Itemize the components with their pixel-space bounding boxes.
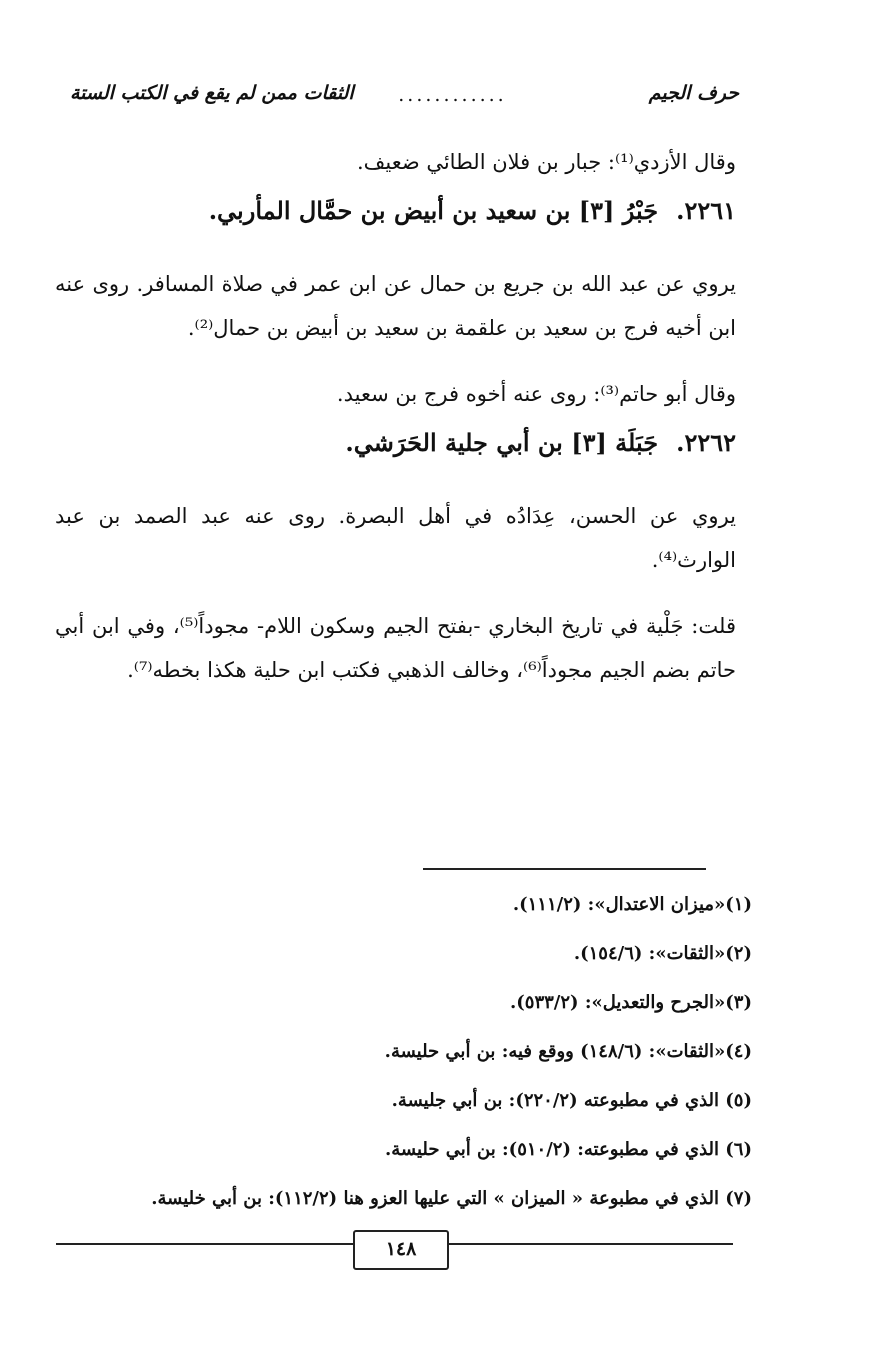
header-dot-leader: ............	[398, 84, 507, 106]
footnote-item: (٣)«الجرح والتعديل»: (٥٣٣/٢).	[510, 992, 752, 1013]
paragraph-entry-2262-body: يروي عن الحسن، عِدَادُه في أهل البصرة. روى عنه عبد الصمد بن عبد الوارث⁽⁴⁾.	[55, 504, 736, 572]
entry-name: جَبْرُ [٣] بن سعيد بن أبيض بن حمَّال المأربي.	[208, 196, 659, 225]
footnote-item: (١)«ميزان الاعتدال»: (١١١/٢).	[512, 894, 752, 915]
entry-heading-2262	[55, 428, 736, 457]
entry-number: ٢٢٦١.	[676, 196, 736, 225]
paragraph-azdi-note: وقال الأزدي⁽¹⁾: جبار بن فلان الطائي ضعيف.	[356, 150, 736, 174]
paragraph-abu-hatim-note: وقال أبو حاتم⁽³⁾: روى عنه أخوه فرج بن سعيد.	[336, 382, 736, 406]
footnote-item: (٧) الذي في مطبوعة « الميزان » التي عليها العزو هنا (١١٢/٢): بن أبي خليسة.	[151, 1188, 752, 1209]
header-chapter-title: حرف الجيم	[648, 82, 739, 104]
footnote-item: (٢)«الثقات»: (١٥٤/٦).	[573, 943, 752, 964]
header-book-title: الثقات ممن لم يقع في الكتب الستة	[70, 82, 354, 104]
footnote-separator	[423, 868, 706, 870]
entry-number: ٢٢٦٢.	[676, 428, 736, 457]
footnotes-list	[120, 880, 752, 1223]
running-header	[70, 82, 739, 116]
paragraph-author-remark: قلت: جَلْية في تاريخ البخاري -بفتح الجيم وسكون اللام- مجوداً⁽⁵⁾، وفي ابن أبي حاتم بضم الجيم مجوداً⁽⁶⁾، وخالف الذهبي فكتب ابن حلية هكذا بخطه⁽⁷⁾.	[55, 614, 736, 682]
footnote-item: (٥) الذي في مطبوعته (٢٢٠/٢): بن أبي جليسة.	[391, 1090, 752, 1111]
paragraph-entry-2261-body: يروي عن عبد الله بن جريع بن حمال عن ابن عمر في صلاة المسافر. روى عنه ابن أخيه فرج بن سعيد بن علقمة بن سعيد بن أبيض بن حمال⁽²⁾.	[55, 272, 737, 340]
entry-name: جَبَلَة [٣] بن أبي جلية الحَرَشي.	[345, 428, 659, 457]
footnote-item: (٤)«الثقات»: (١٤٨/٦) ووقع فيه: بن أبي حليسة.	[384, 1041, 752, 1062]
footnote-item: (٦) الذي في مطبوعته: (٥١٠/٢): بن أبي حليسة.	[385, 1139, 752, 1160]
page-number: ١٤٨	[353, 1230, 449, 1270]
entry-heading-2261	[55, 196, 736, 225]
